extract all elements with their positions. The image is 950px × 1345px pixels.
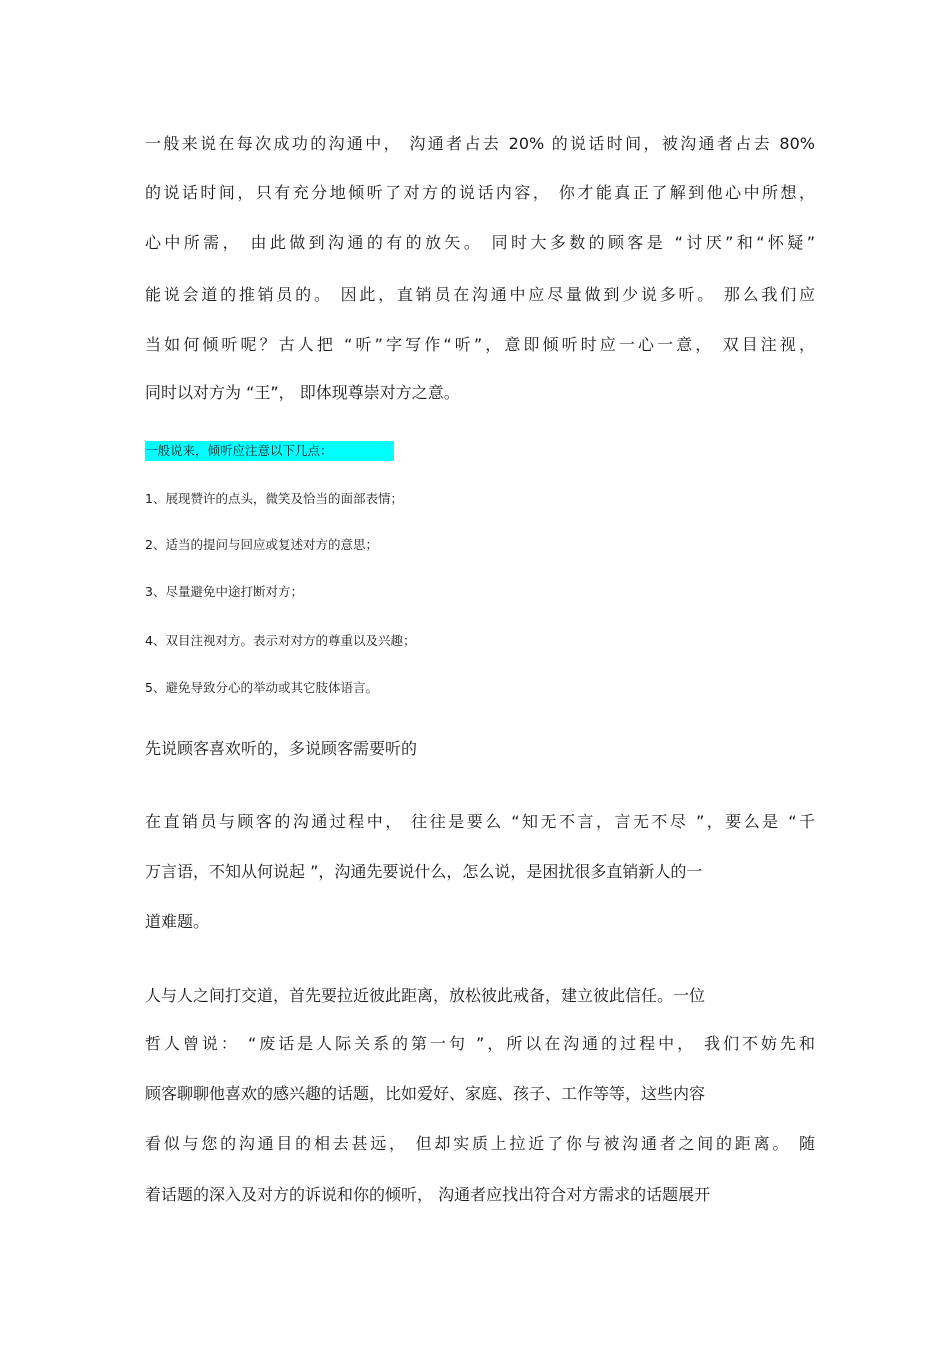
paragraph-1-line-3: 心中所需， 由此做到沟通的有的放矢。 同时大多数的顾客是 “讨厌”和“怀疑” <box>145 233 815 252</box>
paragraph-2-line-1: 在直销员与顾客的沟通过程中， 往往是要么 “知无不言，言无不尽 ”，要么是 “千 <box>145 812 815 831</box>
paragraph-2-line-2: 万言语，不知从何说起 ”，沟通先要说什么，怎么说，是困扰很多直销新人的一 <box>145 862 703 881</box>
section-heading: 先说顾客喜欢听的，多说顾客需要听的 <box>145 739 418 758</box>
paragraph-3-line-1: 人与人之间打交道，首先要拉近彼此距离，放松彼此戒备，建立彼此信任。一位 <box>145 986 706 1005</box>
paragraph-2-line-3: 道难题。 <box>145 912 210 931</box>
paragraph-1-line-5: 当如何倾听呢？古人把 “听”字写作“听”，意即倾听时应一心一意， 双目注视， <box>145 335 815 354</box>
paragraph-1-line-1: 一般来说在每次成功的沟通中， 沟通者占去 20% 的说话时间，被沟通者占去 80% <box>145 134 815 153</box>
paragraph-1-line-4: 能说会道的推销员的。 因此，直销员在沟通中应尽量做到少说多听。 那么我们应 <box>145 285 815 304</box>
paragraph-1-line-2: 的说话时间，只有充分地倾听了对方的说话内容， 你才能真正了解到他心中所想， <box>145 183 815 202</box>
paragraph-3-line-4: 看似与您的沟通目的相去甚远， 但却实质上拉近了你与被沟通者之间的距离。 随 <box>145 1134 815 1153</box>
paragraph-3-line-5: 着话题的深入及对方的诉说和你的倾听， 沟通者应找出符合对方需求的话题展开 <box>145 1185 711 1204</box>
paragraph-3-line-2: 哲人曾说： “废话是人际关系的第一句 ”，所以在沟通的过程中， 我们不妨先和 <box>145 1034 815 1053</box>
highlighted-heading: 一般说来，倾听应注意以下几点： <box>145 441 394 461</box>
list-item: 5、避免导致分心的举动或其它肢体语言。 <box>145 680 378 695</box>
list-item: 3、尽量避免中途打断对方； <box>145 584 303 599</box>
list-item: 4、双目注视对方。表示对对方的尊重以及兴趣； <box>145 633 416 648</box>
list-item: 2、适当的提问与回应或复述对方的意思； <box>145 537 378 552</box>
paragraph-1-line-6: 同时以对方为 “王”， 即体现尊崇对方之意。 <box>145 383 460 402</box>
list-item: 1、展现赞许的点头，微笑及恰当的面部表情； <box>145 491 403 506</box>
paragraph-3-line-3: 顾客聊聊他喜欢的感兴趣的话题，比如爱好、家庭、孩子、工作等等，这些内容 <box>145 1084 706 1103</box>
